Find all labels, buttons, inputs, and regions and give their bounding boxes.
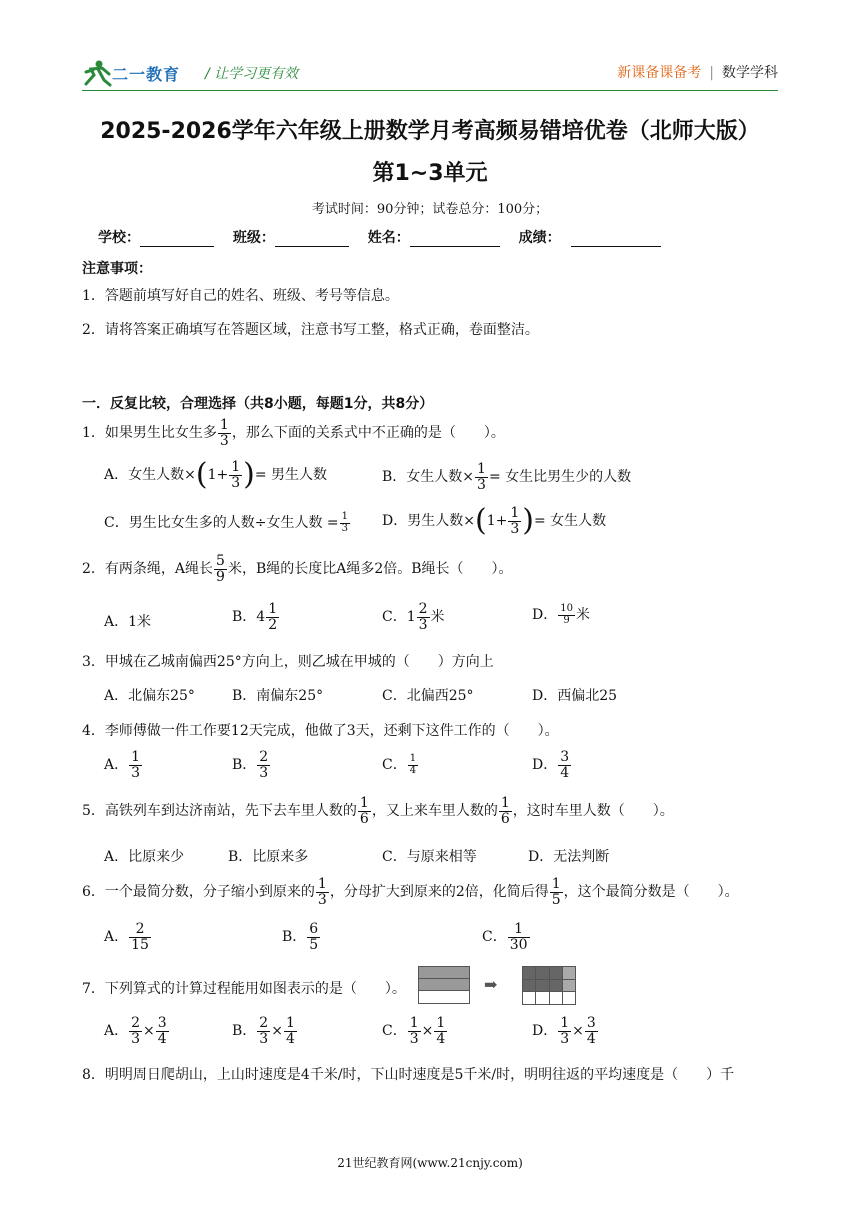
score-label: 成绩： <box>518 230 561 246</box>
q2-fraction <box>214 554 227 584</box>
q7-b-f1-num: 2 <box>259 1015 269 1031</box>
q1-frac-num: 1 <box>219 417 229 433</box>
q1-d-inner: 1+ <box>486 513 508 530</box>
q1-b-fraction <box>475 462 488 492</box>
q7-c-f1-num: 1 <box>409 1015 419 1031</box>
q1-c-pre: C．男生比女生多的人数÷女生人数 = <box>104 515 339 531</box>
q7-d-frac1 <box>558 1016 571 1046</box>
q3-option-a[interactable]: A．北偏东25° <box>104 688 195 704</box>
q6-f1-num: 1 <box>317 876 327 892</box>
q6-option-c[interactable] <box>482 922 531 952</box>
header-separator: | <box>709 65 714 81</box>
q5-f2-den: 6 <box>500 810 510 827</box>
q2-c-post: 米 <box>430 609 445 626</box>
question-1 <box>82 418 505 448</box>
q7-d-f2-num: 3 <box>586 1015 596 1031</box>
q6-text-post: ，这个最简分数是（ ）。 <box>563 884 739 901</box>
q2-option-d[interactable] <box>532 604 590 626</box>
q7-option-a[interactable] <box>104 1016 170 1046</box>
q7-grid-cell <box>562 991 576 1005</box>
q2-c-num: 2 <box>418 601 428 617</box>
q6-option-a[interactable] <box>104 922 152 952</box>
q4-c-fraction <box>408 754 418 776</box>
q1-d-den: 3 <box>510 520 520 537</box>
q7-d-f1-num: 1 <box>560 1015 570 1031</box>
q5-text-post: ，这时车里人数（ ）。 <box>512 803 674 820</box>
q7-c-f2-den: 4 <box>436 1030 446 1047</box>
q1-option-b[interactable] <box>382 462 631 492</box>
q1-b-post: = 女生比男生少的人数 <box>488 469 632 486</box>
q1-text-pre: 1．如果男生比女生多 <box>82 425 217 442</box>
q4-option-c[interactable] <box>382 754 419 776</box>
q5-fraction-2 <box>499 796 512 826</box>
q4-c-num: 1 <box>409 753 417 764</box>
q2-d-fraction <box>558 604 575 626</box>
q2-option-a[interactable]: A．1米 <box>104 614 152 630</box>
q7-diagram-after <box>522 966 575 1004</box>
q6-c-den: 30 <box>509 936 528 953</box>
q5-text-mid: ，又上来车里人数的 <box>371 803 498 820</box>
q6-a-fraction <box>129 922 151 952</box>
q7-c-times: × <box>421 1023 434 1040</box>
question-3: 3．甲城在乙城南偏西25°方向上，则乙城在甲城的（ ）方向上 <box>82 654 494 670</box>
q1-a-pre: A．女生人数× <box>104 467 196 484</box>
q7-a-frac1 <box>129 1016 142 1046</box>
q5-option-a[interactable]: A．比原来少 <box>104 849 185 865</box>
question-2 <box>82 554 513 584</box>
question-7: 7．下列算式的计算过程能用如图表示的是（ ）。 <box>82 981 406 997</box>
q7-a-frac2 <box>156 1016 169 1046</box>
q7-c-pre: C． <box>382 1023 407 1040</box>
q4-b-num: 2 <box>259 749 269 765</box>
score-field[interactable] <box>519 227 661 247</box>
school-label: 学校： <box>98 230 140 246</box>
class-blank[interactable] <box>275 232 349 247</box>
q7-b-frac1 <box>257 1016 270 1046</box>
q1-b-pre: B．女生人数× <box>382 469 475 486</box>
q2-d-den: 9 <box>563 614 570 626</box>
q7-grid-cell <box>535 966 549 980</box>
q5-fraction-1 <box>358 796 371 826</box>
q4-a-num: 1 <box>131 749 141 765</box>
q5-option-c[interactable]: C．与原来相等 <box>382 849 477 865</box>
q7-grid-cell <box>522 966 536 980</box>
q6-b-fraction <box>307 922 320 952</box>
question-4: 4．李师傅做一件工作要12天完成，他做了3天，还剩下这件工作的（ ）。 <box>82 723 559 739</box>
q7-d-f2-den: 4 <box>586 1030 596 1047</box>
q7-option-d[interactable] <box>532 1016 599 1046</box>
q3-option-b[interactable]: B．南偏东25° <box>232 688 324 704</box>
question-8: 8．明明周日爬胡山，上山时速度是4千米/时，下山时速度是5千米/时，明明往返的平均速度是（ ）千 <box>82 1067 735 1083</box>
q6-option-b[interactable] <box>282 922 321 952</box>
q1-d-close-paren: ) <box>522 503 534 539</box>
q2-b-fraction <box>266 602 279 632</box>
q7-a-times: × <box>143 1023 155 1040</box>
name-blank[interactable] <box>410 232 500 247</box>
q7-b-f2-num: 1 <box>285 1015 295 1031</box>
q6-b-den: 5 <box>309 936 319 953</box>
notice-heading: 注意事项： <box>82 261 152 277</box>
q7-grid-cell <box>522 979 536 993</box>
q7-grid-cell <box>549 966 563 980</box>
q7-grid-cell <box>562 979 576 993</box>
q6-a-den: 15 <box>131 936 149 953</box>
q1-c-den: 3 <box>341 522 348 534</box>
q5-text-pre: 5．高铁列车到达济南站，先下去车里人数的 <box>82 803 357 820</box>
q4-d-pre: D． <box>532 757 558 774</box>
q6-c-num: 1 <box>508 922 530 938</box>
q7-b-frac2 <box>284 1016 297 1046</box>
q4-c-den: 4 <box>409 764 417 776</box>
q7-a-pre: A． <box>104 1023 129 1040</box>
q1-d-num: 1 <box>510 505 520 521</box>
q6-text-pre: 6．一个最简分数，分子缩小到原来的 <box>82 884 315 901</box>
q2-text-post: 米，B绳的长度比A绳多2倍。B绳长（ ）。 <box>227 561 513 578</box>
student-info-fields <box>98 227 675 247</box>
q3-option-d[interactable]: D．西偏北25 <box>532 688 618 704</box>
q2-d-post: 米 <box>575 607 590 623</box>
q2-text-pre: 2．有两条绳，A绳长 <box>82 561 214 578</box>
q4-b-pre: B． <box>232 757 257 774</box>
q2-option-b[interactable] <box>232 602 280 632</box>
q7-option-b[interactable] <box>232 1016 298 1046</box>
q1-d-post: = 女生人数 <box>533 513 607 530</box>
q2-frac-num: 5 <box>216 553 225 569</box>
q6-f1-den: 3 <box>317 891 327 908</box>
q7-d-frac2 <box>585 1016 598 1046</box>
question-5 <box>82 796 674 826</box>
q3-option-c[interactable]: C．北偏西25° <box>382 688 474 704</box>
q1-b-den: 3 <box>477 476 486 493</box>
score-blank[interactable] <box>571 232 661 247</box>
logo-text: 二一教育 <box>112 65 181 84</box>
q2-d-num: 10 <box>560 603 573 614</box>
q7-grid-cell <box>549 991 563 1005</box>
q1-fraction <box>218 418 231 448</box>
q6-a-num: 2 <box>129 922 151 938</box>
q6-text-mid: ，分母扩大到原来的2倍，化简后得 <box>329 884 549 901</box>
q2-d-pre: D． <box>532 607 558 623</box>
q2-c-den: 3 <box>418 616 428 633</box>
q6-b-pre: B． <box>282 929 307 946</box>
q1-d-open-paren: ( <box>474 503 487 539</box>
header-right <box>617 62 778 82</box>
q1-a-post: = 男生人数 <box>254 467 328 484</box>
notice-item-1: 1．答题前填写好自己的姓名、班级、考号等信息。 <box>82 288 399 304</box>
q4-option-b[interactable] <box>232 750 271 780</box>
q1-a-den: 3 <box>231 474 241 491</box>
q6-fraction-1 <box>316 877 329 907</box>
q7-a-f1-num: 2 <box>131 1015 141 1031</box>
q2-c-fraction <box>417 602 430 632</box>
q1-d-fraction <box>508 506 521 536</box>
q6-f2-den: 5 <box>551 891 561 908</box>
name-label: 姓名： <box>367 230 410 246</box>
page-subtitle: 第1~3单元 <box>372 161 488 186</box>
q1-a-num: 1 <box>231 459 241 475</box>
q7-a-f2-den: 4 <box>157 1030 167 1047</box>
q2-b-num: 1 <box>268 601 278 617</box>
q4-c-pre: C． <box>382 757 407 773</box>
q7-b-times: × <box>271 1023 283 1040</box>
q1-option-c[interactable] <box>104 512 351 534</box>
notice-item-2: 2．请将答案正确填写在答题区域，注意书写工整，格式正确，卷面整洁。 <box>82 322 539 338</box>
q4-b-fraction <box>257 750 270 780</box>
question-6 <box>82 877 739 907</box>
exam-info: 考试时间：90分钟；试卷总分：100分； <box>311 202 549 217</box>
q4-b-den: 3 <box>259 764 269 781</box>
q7-b-f2-den: 4 <box>285 1030 295 1047</box>
q7-d-times: × <box>572 1023 584 1040</box>
q7-grid-cell <box>535 991 549 1005</box>
page-footer: 21世纪教育网(www.21cnjy.com) <box>337 1156 523 1170</box>
q7-d-f1-den: 3 <box>560 1030 570 1047</box>
q6-c-pre: C． <box>482 929 507 946</box>
q1-a-inner: 1+ <box>207 467 229 484</box>
q5-f1-den: 6 <box>359 810 369 827</box>
q7-b-pre: B． <box>232 1023 257 1040</box>
class-field[interactable] <box>233 227 349 247</box>
header-course-prep: 新课备课备考 <box>617 65 702 81</box>
q7-b-f1-den: 3 <box>259 1030 269 1047</box>
header-divider <box>82 90 778 91</box>
q5-f1-num: 1 <box>359 795 369 811</box>
q6-c-fraction <box>508 922 530 952</box>
q7-grid-cell <box>562 966 576 980</box>
q7-grid-cell <box>549 979 563 993</box>
q2-b-pre: B．4 <box>232 609 266 626</box>
q6-b-num: 6 <box>309 921 319 937</box>
q5-option-b[interactable]: B．比原来多 <box>228 849 309 865</box>
page-title: 2025-2026学年六年级上册数学月考高频易错培优卷（北师大版） <box>100 119 760 144</box>
q1-d-pre: D．男生人数× <box>382 513 475 530</box>
q7-c-frac1 <box>408 1016 421 1046</box>
q1-b-num: 1 <box>477 461 486 477</box>
school-blank[interactable] <box>140 232 214 247</box>
q7-c-f2-num: 1 <box>436 1015 446 1031</box>
class-label: 班级： <box>232 230 275 246</box>
name-field[interactable] <box>368 227 500 247</box>
q4-option-a[interactable] <box>104 750 143 780</box>
q1-a-fraction <box>229 460 242 490</box>
q6-a-pre: A． <box>104 929 129 946</box>
school-field[interactable] <box>98 227 214 247</box>
q1-c-num: 1 <box>341 511 348 522</box>
q2-b-den: 2 <box>268 616 278 633</box>
q4-a-den: 3 <box>131 764 141 781</box>
q1-a-open-paren: ( <box>195 457 208 493</box>
q7-d-pre: D． <box>532 1023 558 1040</box>
q1-text-post: ，那么下面的关系式中不正确的是（ ）。 <box>231 425 505 442</box>
q7-option-c[interactable] <box>382 1016 448 1046</box>
q4-d-num: 3 <box>560 749 570 765</box>
q2-option-c[interactable] <box>382 602 445 632</box>
q7-grid-cell <box>535 979 549 993</box>
q1-option-d[interactable] <box>382 503 607 539</box>
q1-c-fraction <box>340 512 350 534</box>
q1-a-close-paren: ) <box>243 457 255 493</box>
q2-frac-den: 9 <box>216 568 225 585</box>
q7-c-f1-den: 3 <box>409 1030 419 1047</box>
q2-c-pre: C．1 <box>382 609 416 626</box>
q4-a-pre: A． <box>104 757 129 774</box>
q7-c-frac2 <box>434 1016 447 1046</box>
header-subject: 数学学科 <box>722 65 778 81</box>
q1-option-a[interactable] <box>104 457 328 493</box>
q6-fraction-2 <box>550 877 563 907</box>
q4-d-den: 4 <box>560 764 570 781</box>
q4-a-fraction <box>129 750 142 780</box>
q7-a-f2-num: 3 <box>157 1015 167 1031</box>
q7-before-row3 <box>418 990 470 1004</box>
arrow-right-icon: ➡ <box>484 975 498 994</box>
q1-frac-den: 3 <box>219 432 229 449</box>
q4-option-d[interactable] <box>532 750 572 780</box>
q7-grid-cell <box>522 991 536 1005</box>
q4-d-fraction <box>558 750 571 780</box>
section-heading: 一．反复比较，合理选择（共8小题，每题1分，共8分） <box>82 396 434 412</box>
q6-f2-num: 1 <box>551 876 561 892</box>
slogan: / 让学习更有效 <box>205 66 299 82</box>
q7-diagram-before <box>418 966 470 1004</box>
q5-option-d[interactable]: D．无法判断 <box>528 849 610 865</box>
q5-f2-num: 1 <box>500 795 510 811</box>
q7-a-f1-den: 3 <box>131 1030 141 1047</box>
